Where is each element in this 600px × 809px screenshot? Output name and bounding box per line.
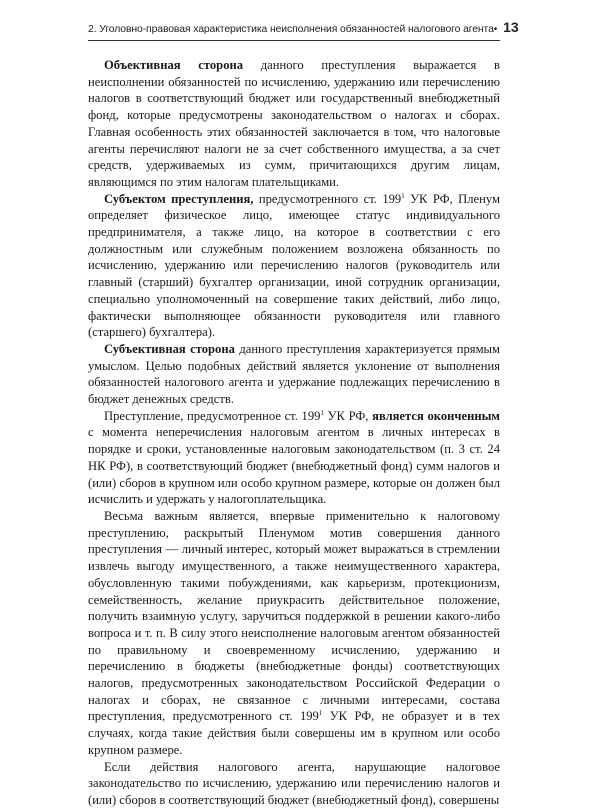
paragraph-text: предусмотренного ст. 199: [253, 191, 402, 206]
paragraph-text: УК РФ, Пленум определяет физическое лицо, имеющее статус индивидуального предпринимателя, а также лицо, на которое в соответствии с его должностным или служебным положением возложена обязанность по исчислению, удержанию или перечислению налогов (руководитель или главный (старший) бухгалтер организации, иной сотрудник организации, специально уполномоченный на совершение таких действий, либо лицо, фактически выполняющее обязанности руководителя или главного (старшего) бухгалтера).: [88, 191, 500, 340]
term-subjective-side: Субъективная сторона: [104, 341, 235, 356]
term-subject: Субъектом преступления,: [104, 191, 254, 206]
page-number: 13: [503, 19, 519, 35]
paragraph-text: УК РФ,: [323, 408, 373, 423]
article-superscript: 1: [318, 709, 323, 718]
paragraph-text: Если действия налогового агента, нарушающие налоговое законодательство по исчислению, удержанию или перечислению налогов и (или) сборов в соответствующий бюджет (внебюджетный фонд), совершены: [88, 759, 500, 807]
article-superscript: 1: [320, 408, 324, 417]
term-completed: является оконченным: [372, 408, 500, 423]
paragraph-text: Весьма важным является, впервые применительно к налоговому преступлению, раскрытый Пленумом мотив совершения данного преступления — личный интерес, который может выражаться в стремлении извлечь выгоду имущественного, а также неимущественного характера, обусловленную такими побуждениями, как карьеризм, протекционизм, семейственность, желание приукрасить действительное положение, получить взаимную услугу, заручиться поддержкой в решении какого-либо вопроса и т. п. В силу этого неисполнение налоговым агентом обязанностей по правильному и своевременному исчислению, удержанию и перечислению в бюджеты (внебюджетные фонды) соответствующих налогов, предусмотренных законодательством Российской Федерации о налогах и сборах, не связанное с личными интересами, состава преступления, предусмотренного ст. 199: [88, 508, 500, 724]
paragraph-text: данного преступления выражается в неисполнении обязанностей по исчислению, удержанию или перечислению налогов в соответствующий бюджет или государственный внебюджетный фонд, которые предусмотрены законодательством о налогах и сборах. Главная особенность этих обязанностей заключается в том, что налоговые агенты перечисляют налоги не за счет собственного имущества, а за счет средств, удерживаемых из сумм, причитающихся другим лицам, являющимся по этим налогам плательщиками.: [88, 58, 500, 189]
paragraph-motive: [88, 508, 500, 759]
header-right: [494, 20, 519, 37]
paragraph-text: данного преступления характеризуется прямым умыслом. Целью подобных действий является уклонение от выполнения обязанностей налогового агента и удержание подлежащих перечислению в бюджет денежных средств.: [88, 341, 500, 407]
paragraph-continuation: [88, 759, 500, 809]
chapter-title: 2. Уголовно-правовая характеристика неисполнения обязанностей налогового агента: [88, 24, 494, 35]
article-superscript: 1: [401, 191, 405, 200]
paragraph-subjective-side: [88, 341, 500, 408]
running-header: [88, 19, 519, 41]
paragraph-text: УК РФ, не образует и в тех случаях, когда такие действия были совершены им в крупном или особо крупном размере.: [88, 709, 500, 757]
paragraph-subject: [88, 191, 500, 341]
term-objective-side: Объективная сторона: [104, 58, 244, 72]
body-text: [88, 57, 500, 809]
paragraph-text: Преступление, предусмотренное ст. 199: [104, 408, 321, 423]
paragraph-completion: [88, 408, 500, 508]
header-separator: •: [493, 24, 498, 35]
paragraph-text: с момента неперечисления налоговым агентом в личных интересах в порядке и сроки, установленные налоговым законодательством (п. 3 ст. 24 НК РФ), в соответствующий бюджет (внебюджетный фонд) сумм налогов и (или) сборов в крупном или особо крупном размере, которые он должен был исчислить и удержать у налогоплательщика.: [88, 425, 500, 507]
book-page: [88, 19, 519, 809]
paragraph-objective-side: [88, 57, 500, 191]
